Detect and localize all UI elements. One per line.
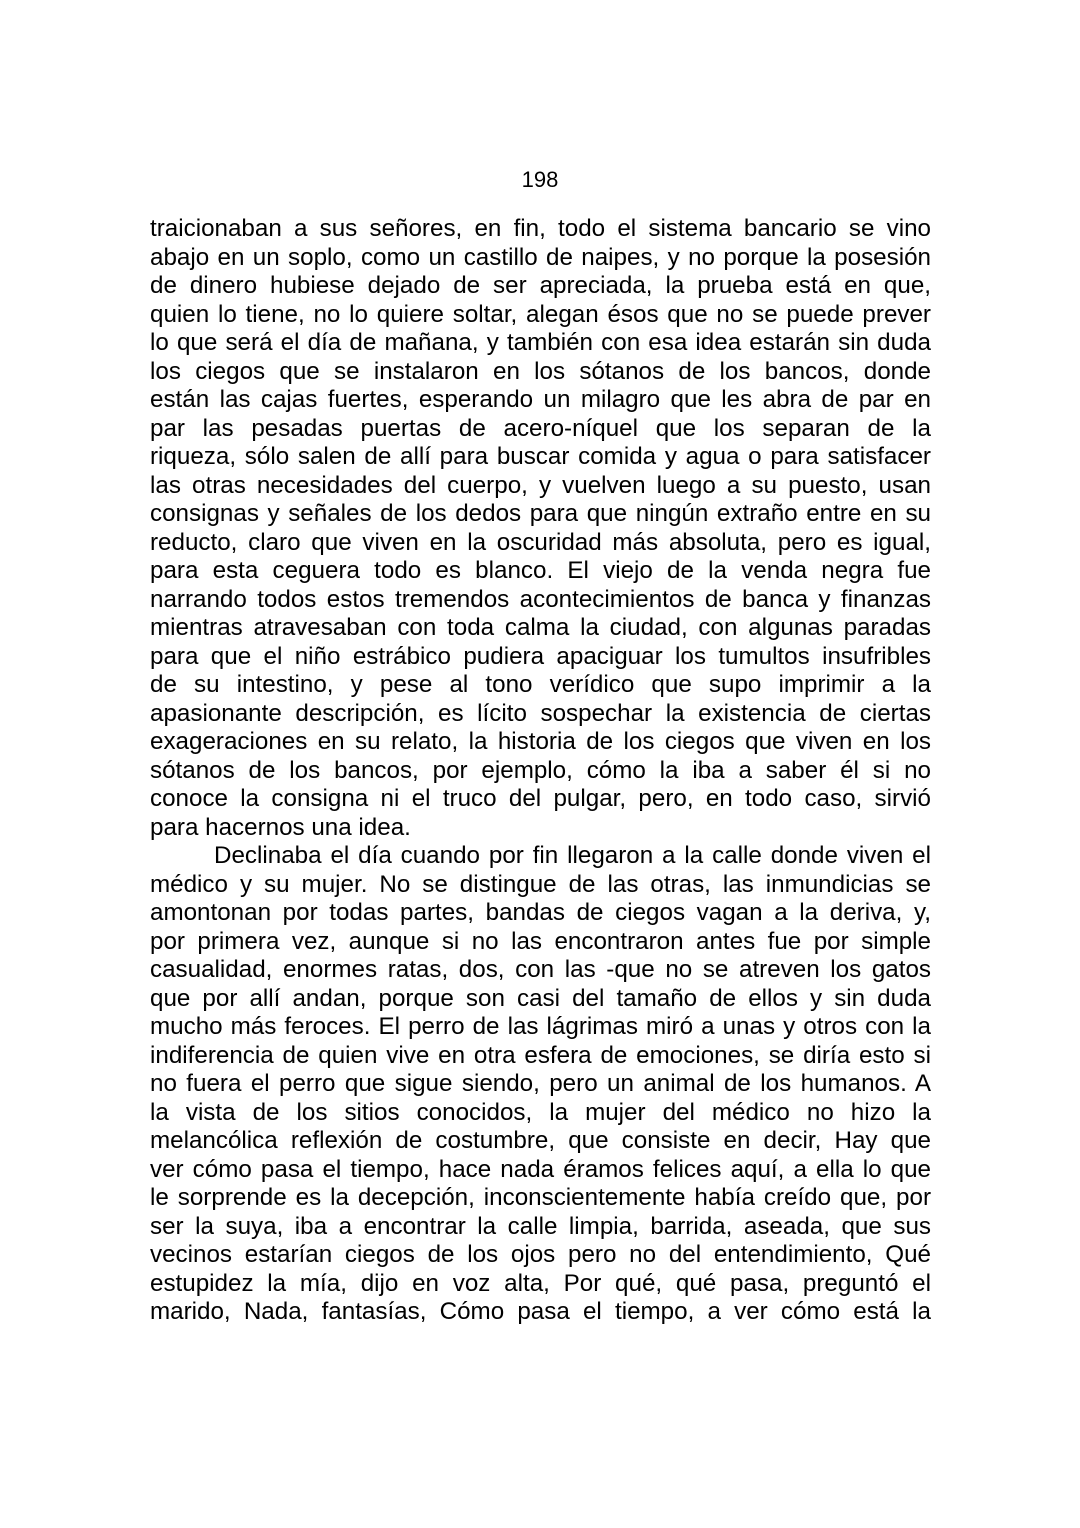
text-line: de su intestino, y pese al tono verídico que supo imprimir a la [150,671,931,698]
text-line: indiferencia de quien vive en otra esfera de emociones, se diría esto si [150,1041,931,1069]
text-line: marido, Nada, fantasías, Cómo pasa el tiempo, a ver cómo está la [150,1298,931,1325]
text-line: conoce la consigna ni el truco del pulgar, pero, en todo caso, sirvió [150,785,931,812]
text-line: melancólica reflexión de costumbre, que consiste en decir, Hay que [150,1127,931,1154]
text-line: ser la suya, iba a encontrar la calle limpia, barrida, aseada, que sus [150,1212,931,1240]
text-line: riqueza, sólo salen de allí para buscar comida y agua o para satisfacer [150,443,931,470]
text-line: quien lo tiene, no lo quiere soltar, alegan ésos que no se puede prever [150,300,931,328]
text-line: reducto, claro que viven en la oscuridad más absoluta, pero es igual, [150,528,931,556]
text-line: vecinos estarían ciegos de los ojos pero no del entendimiento, Qué [150,1241,931,1268]
paragraph [150,842,931,1327]
text-line: por primera vez, aunque si no las encontraron antes fue por simple [150,927,931,955]
text-line: traicionaban a sus señores, en fin, todo el sistema bancario se vino [150,215,931,242]
body-text [150,215,931,1327]
text-line: amontonan por todas partes, bandas de ciegos vagan a la deriva, y, [150,899,931,926]
text-line: médico y su mujer. No se distingue de las otras, las inmundicias se [150,870,931,898]
text-line: no fuera el perro que sigue siendo, pero un animal de los humanos. A [150,1070,931,1097]
text-line: las otras necesidades del cuerpo, y vuelven luego a su puesto, usan [150,471,931,499]
text-line: abajo en un soplo, como un castillo de naipes, y no porque la posesión [150,243,931,271]
text-line: le sorprende es la decepción, inconscientemente había creído que, por [150,1184,931,1211]
text-line: para que el niño estrábico pudiera apaciguar los tumultos insufribles [150,642,931,670]
text-line: estupidez la mía, dijo en voz alta, Por qué, qué pasa, preguntó el [150,1269,931,1297]
text-line: mucho más feroces. El perro de las lágrimas miró a unas y otros con la [150,1013,931,1040]
text-line: apasionante descripción, es lícito sospechar la existencia de ciertas [150,699,931,727]
text-line: para hacernos una idea. [150,813,411,841]
text-line: lo que será el día de mañana, y también con esa idea estarán sin duda [150,329,931,356]
text-line: que por allí andan, porque son casi del tamaño de ellos y sin duda [150,984,931,1012]
text-line: sótanos de los bancos, por ejemplo, cómo la iba a saber él si no [150,756,931,784]
text-line: ver cómo pasa el tiempo, hace nada éramos felices aquí, a ella lo que [150,1155,931,1183]
text-line: narrando todos estos tremendos acontecimientos de banca y finanzas [150,585,931,613]
text-line: casualidad, enormes ratas, dos, con las -que no se atreven los gatos [150,956,931,983]
text-line: de dinero hubiese dejado de ser apreciada, la prueba está en que, [150,272,931,299]
text-line: Declinaba el día cuando por fin llegaron a la calle donde viven el [214,842,931,869]
text-line: consignas y señales de los dedos para que ningún extraño entre en su [150,500,931,527]
text-line: par las pesadas puertas de acero-níquel que los separan de la [150,414,931,442]
text-line: para esta ceguera todo es blanco. El viejo de la venda negra fue [150,557,931,584]
page-number: 198 [521,167,559,192]
text-line: exageraciones en su relato, la historia de los ciegos que viven en los [150,728,931,755]
text-line: la vista de los sitios conocidos, la mujer del médico no hizo la [150,1098,931,1126]
text-line: los ciegos que se instalaron en los sótanos de los bancos, donde [150,357,931,385]
paragraph [150,215,931,842]
text-line: mientras atravesaban con toda calma la ciudad, con algunas paradas [150,614,931,641]
text-line: están las cajas fuertes, esperando un milagro que les abra de par en [150,386,931,413]
